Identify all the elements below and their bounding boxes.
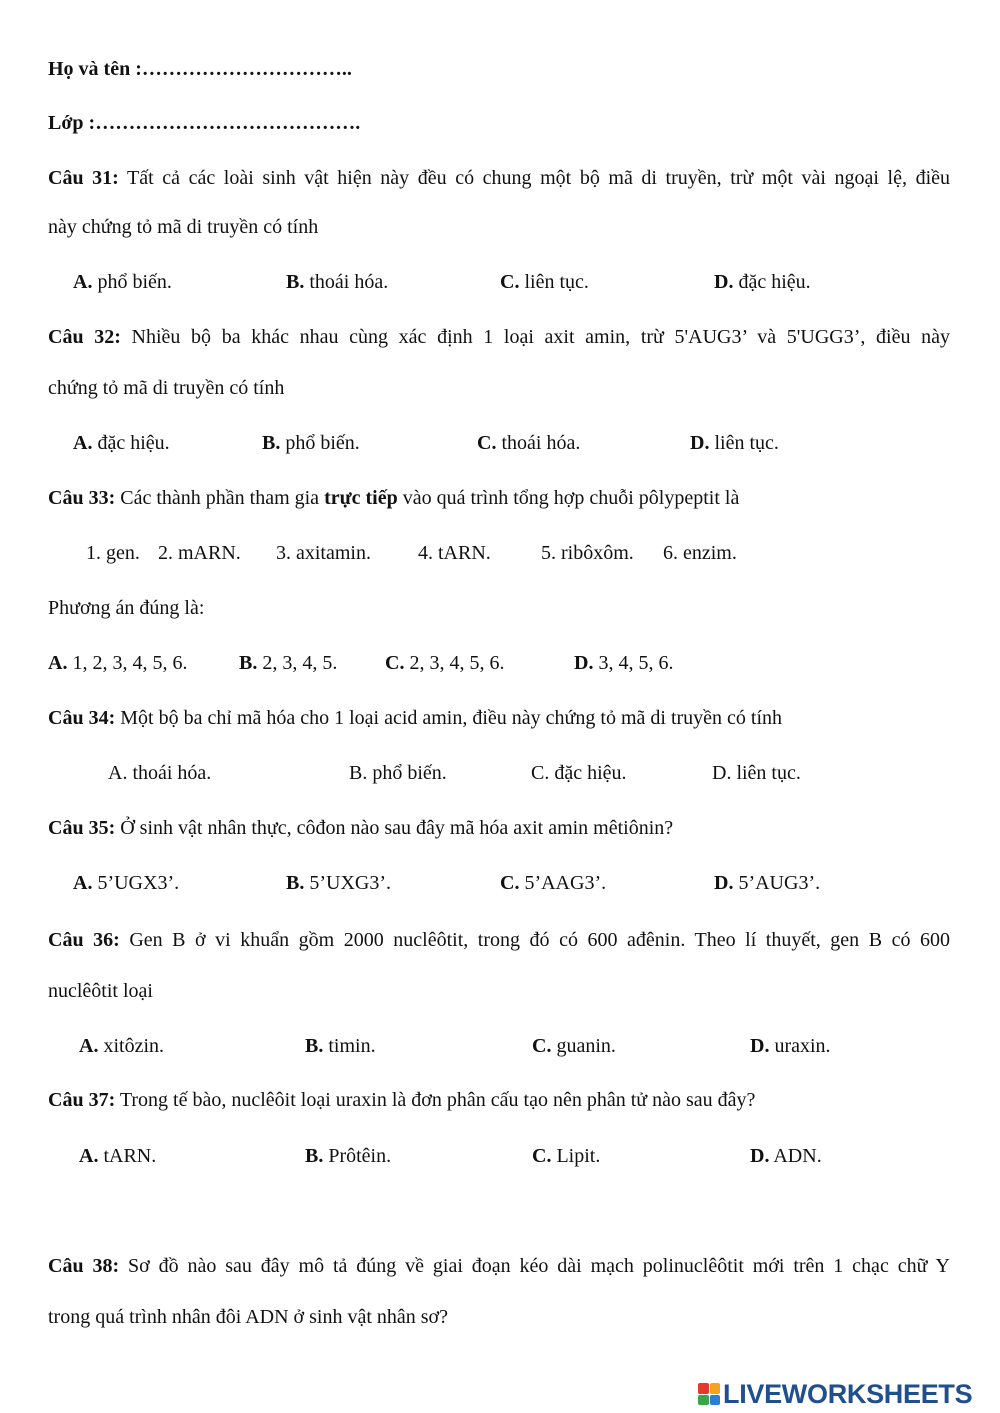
q35-option-a[interactable] xyxy=(73,871,179,895)
q37-text: Trong tế bào, nuclêôit loại uraxin là đơn phân cấu tạo nên phân tử nào sau đây? xyxy=(119,1089,756,1111)
q36-number: Câu 36: xyxy=(48,929,120,951)
q33-answer-prompt: Phương án đúng là: xyxy=(48,597,205,619)
option-letter: A. xyxy=(48,652,68,674)
q32-option-a[interactable] xyxy=(73,431,170,455)
liveworksheets-wordmark: LIVEWORKSHEETS xyxy=(723,1378,973,1409)
q32-option-b[interactable] xyxy=(262,431,360,455)
q31-line1 xyxy=(48,166,950,190)
q33-text-after: vào quá trình tổng hợp chuỗi pôlypeptit là xyxy=(402,487,740,509)
option-letter: D. xyxy=(750,1035,770,1057)
q33-item-1: 1. gen. xyxy=(86,542,140,564)
q37-number: Câu 37: xyxy=(48,1089,116,1111)
option-letter: C. xyxy=(500,271,520,293)
option-text: Lipit. xyxy=(556,1145,601,1167)
option-text: 2, 3, 4, 5. xyxy=(262,652,338,674)
option-text: 5’AUG3’. xyxy=(738,872,821,894)
logo-tile xyxy=(710,1395,721,1406)
q36-text: Gen B ở vi khuẩn gồm 2000 nuclêôtit, trong đó có 600 ađênin. Theo lí thuyết, gen B có 600 xyxy=(129,929,951,951)
q37-line1 xyxy=(48,1088,755,1112)
option-letter: C. xyxy=(532,1035,552,1057)
q36-option-d[interactable] xyxy=(750,1034,831,1058)
option-letter: B. xyxy=(286,271,305,293)
q35-text: Ở sinh vật nhân thực, côđon nào sau đây mã hóa axit amin mêtiônin? xyxy=(120,817,674,839)
q36-line2: nuclêôtit loại xyxy=(48,980,153,1002)
q33-number: Câu 33: xyxy=(48,487,116,509)
option-letter: A. xyxy=(73,432,93,454)
q35-option-c[interactable] xyxy=(500,871,606,895)
q32-number: Câu 32: xyxy=(48,326,121,348)
q33-option-a[interactable] xyxy=(48,651,187,675)
q33-item-4: 4. tARN. xyxy=(418,542,491,564)
q33-option-d[interactable] xyxy=(574,651,673,675)
q31-number: Câu 31: xyxy=(48,167,119,189)
option-letter: B. xyxy=(286,872,305,894)
option-letter: B. xyxy=(239,652,258,674)
liveworksheets-logo xyxy=(698,1378,972,1410)
option-text: ADN. xyxy=(773,1145,822,1167)
liveworksheets-mark-icon xyxy=(698,1383,720,1405)
option-letter: D. xyxy=(690,432,710,454)
q34-text: Một bộ ba chỉ mã hóa cho 1 loại acid amin, điều này chứng tỏ mã di truyền có tính xyxy=(120,707,783,729)
q33-text-before: Các thành phần tham gia xyxy=(120,487,320,509)
logo-tile xyxy=(698,1395,709,1406)
option-text: thoái hóa. xyxy=(309,271,389,293)
option-text: uraxin. xyxy=(774,1035,831,1057)
option-text: 3, 4, 5, 6. xyxy=(598,652,674,674)
option-text: phổ biến. xyxy=(97,271,172,293)
q33-text-bold: trực tiếp xyxy=(324,487,398,509)
q38-line2: trong quá trình nhân đôi ADN ở sinh vật nhân sơ? xyxy=(48,1306,448,1328)
option-letter: C. xyxy=(500,872,520,894)
q31-line2: này chứng tỏ mã di truyền có tính xyxy=(48,216,319,238)
q33-option-b[interactable] xyxy=(239,651,337,675)
q31-option-d[interactable] xyxy=(714,270,811,294)
option-text: thoái hóa. xyxy=(501,432,581,454)
option-letter: C. xyxy=(532,1145,552,1167)
q34-option-a[interactable]: A. thoái hóa. xyxy=(108,762,212,784)
option-text: liên tục. xyxy=(524,271,589,293)
option-text: timin. xyxy=(328,1035,376,1057)
option-text: xitôzin. xyxy=(103,1035,164,1057)
q34-option-c[interactable]: C. đặc hiệu. xyxy=(531,762,627,784)
option-text: Prôtêin. xyxy=(328,1145,392,1167)
option-text: đặc hiệu. xyxy=(738,271,811,293)
option-letter: D. xyxy=(714,271,734,293)
name-label: Họ và tên : xyxy=(48,58,142,80)
q32-option-d[interactable] xyxy=(690,431,779,455)
q36-option-c[interactable] xyxy=(532,1034,616,1058)
q34-number: Câu 34: xyxy=(48,707,116,729)
q37-option-b[interactable] xyxy=(305,1144,391,1168)
option-text: phổ biến. xyxy=(285,432,360,454)
q35-option-d[interactable] xyxy=(714,871,820,895)
q37-option-a[interactable] xyxy=(79,1144,156,1168)
option-text: tARN. xyxy=(103,1145,157,1167)
option-letter: B. xyxy=(305,1145,324,1167)
q35-option-b[interactable] xyxy=(286,871,391,895)
option-text: liên tục. xyxy=(714,432,779,454)
class-dots: …………………………………. xyxy=(95,112,361,134)
q31-option-c[interactable] xyxy=(500,270,589,294)
q37-option-c[interactable] xyxy=(532,1144,600,1168)
option-letter: D. xyxy=(750,1145,770,1167)
class-field xyxy=(48,111,360,135)
option-letter: B. xyxy=(305,1035,324,1057)
class-label: Lớp : xyxy=(48,112,96,134)
name-field xyxy=(48,57,352,81)
q32-line2: chứng tỏ mã di truyền có tính xyxy=(48,377,285,399)
q34-option-d[interactable]: D. liên tục. xyxy=(712,762,801,784)
q33-item-2: 2. mARN. xyxy=(158,542,241,564)
q33-option-c[interactable] xyxy=(385,651,504,675)
q34-line1 xyxy=(48,706,782,730)
q34-option-b[interactable]: B. phổ biến. xyxy=(349,762,447,784)
option-letter: B. xyxy=(262,432,281,454)
q31-option-a[interactable] xyxy=(73,270,172,294)
option-text: guanin. xyxy=(556,1035,616,1057)
option-letter: D. xyxy=(574,652,594,674)
q33-item-6: 6. enzim. xyxy=(663,542,737,564)
q36-option-b[interactable] xyxy=(305,1034,376,1058)
option-letter: A. xyxy=(79,1145,99,1167)
option-letter: D. xyxy=(714,872,734,894)
logo-tile xyxy=(710,1383,721,1394)
option-text: 2, 3, 4, 5, 6. xyxy=(409,652,505,674)
logo-tile xyxy=(698,1383,709,1394)
q33-item-3: 3. axitamin. xyxy=(276,542,371,564)
option-letter: A. xyxy=(73,872,93,894)
q32-line1 xyxy=(48,325,950,349)
option-letter: A. xyxy=(79,1035,99,1057)
option-letter: C. xyxy=(477,432,497,454)
q38-number: Câu 38: xyxy=(48,1255,120,1277)
option-letter: C. xyxy=(385,652,405,674)
q32-text: Nhiều bộ ba khác nhau cùng xác định 1 loại axit amin, trừ 5'AUG3’ và 5'UGG3’, điều này xyxy=(131,326,950,348)
q33-item-5: 5. ribôxôm. xyxy=(541,542,634,564)
option-letter: A. xyxy=(73,271,93,293)
q38-text: Sơ đồ nào sau đây mô tả đúng về giai đoạn kéo dài mạch polinuclêôtit mới trên 1 chạc chữ Y xyxy=(128,1255,950,1277)
q35-line1 xyxy=(48,816,673,840)
name-dots: ………………………….. xyxy=(141,58,352,80)
q33-line1 xyxy=(48,486,739,510)
q31-option-b[interactable] xyxy=(286,270,388,294)
q32-option-c[interactable] xyxy=(477,431,580,455)
option-text: 5’UXG3’. xyxy=(309,872,391,894)
option-text: 5’AAG3’. xyxy=(524,872,607,894)
option-text: 5’UGX3’. xyxy=(97,872,180,894)
q37-option-d[interactable] xyxy=(750,1144,822,1168)
q31-text: Tất cả các loài sinh vật hiện này đều có chung một bộ mã di truyền, trừ một vài ngoại lệ, điều xyxy=(127,167,950,189)
q35-number: Câu 35: xyxy=(48,817,116,839)
option-text: đặc hiệu. xyxy=(97,432,170,454)
option-text: 1, 2, 3, 4, 5, 6. xyxy=(72,652,188,674)
q38-line1 xyxy=(48,1254,950,1278)
q36-option-a[interactable] xyxy=(79,1034,164,1058)
q36-line1 xyxy=(48,928,950,952)
